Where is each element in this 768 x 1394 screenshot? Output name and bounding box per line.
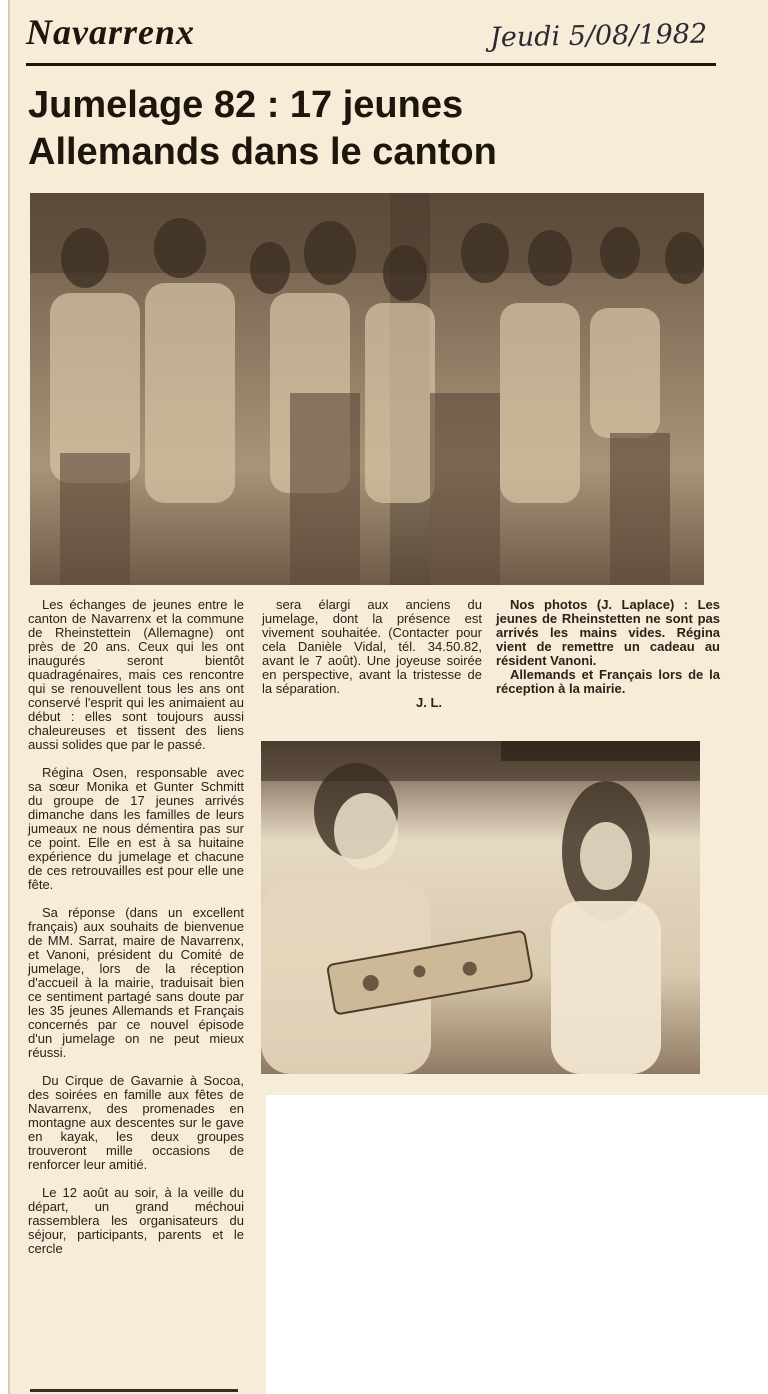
article-paragraph: Régina Osen, responsable avec sa sœur Monika et Gunter Schmitt du groupe de 17 jeunes arrivés dimanche dans les familles de leurs jumeaux ne nous démentira pas sur ce point. Elle en est à sa huitaine expérience du jumelage et chacune de ces retrouvailles est pour elle une fête. <box>28 765 244 892</box>
photo-caption <box>496 598 720 696</box>
article-paragraph: sera élargi aux anciens du jumelage, dont la présence est vivement souhaitée. (Contacter pour cela Danièle Vidal, tél. 34.50.82, avant le 7 août). Une joyeuse soirée en perspective, avant la tristesse de la séparation. <box>262 597 482 696</box>
masthead-rule <box>26 63 716 66</box>
headline-line-2: Allemands dans le canton <box>28 131 497 173</box>
bottom-rule <box>30 1389 238 1392</box>
article-paragraph: Sa réponse (dans un excellent français) aux souhaits de bienvenue de MM. Sarrat, maire de Navarrenx, et Vanoni, président du Comité de jumelage, lors de la réception d'accueil à la mairie, traduisait bien ce sentiment partagé sans doute par les 35 jeunes Allemands et Français concernés par ce nouvel épisode d'un jumelage on ne peut mieux réussi. <box>28 905 244 1060</box>
handwritten-date: Jeudi 5/08/1982 <box>489 18 708 54</box>
masthead: Navarrenx <box>26 12 195 52</box>
gift-reception-photo <box>261 741 700 1074</box>
page-margin-blank <box>266 1095 768 1394</box>
caption-paragraph: Nos photos (J. Laplace) : Les jeunes de Rheinstetten ne sont pas arrivés les mains vides. Régina vient de remettre un cadeau au résident Vanoni. <box>496 597 720 668</box>
author-signature: J. L. <box>415 695 442 710</box>
article-column-1 <box>28 598 244 1256</box>
caption-paragraph: Allemands et Français lors de la réception à la mairie. <box>496 667 720 696</box>
clipping-edge <box>8 0 10 1394</box>
gift-reception-photo-illustration <box>261 741 700 1074</box>
group-dance-photo-illustration <box>30 193 704 585</box>
headline <box>28 82 718 176</box>
article-column-2 <box>262 598 482 710</box>
headline-line-1: Jumelage 82 : 17 jeunes <box>28 84 464 126</box>
article-paragraph: Les échanges de jeunes entre le canton de Navarrenx et la commune de Rheinstettein (Allemagne) ont près de 20 ans. Ceux qui les ont inaugurés seront bientôt quadragénaires, mais ces rencontre qui se renouvellent tous les ans ont conservé l'esprit qui les animaient au début : elles sont toujours aussi chaleureuses et tissent des liens aussi solides que par le passé. <box>28 597 244 752</box>
article-paragraph: Le 12 août au soir, à la veille du départ, un grand méchoui rassemblera les organisateurs du séjour, participants, parents et le cercle <box>28 1185 244 1256</box>
article-paragraph: Du Cirque de Gavarnie à Socoa, des soirées en famille aux fêtes de Navarrenx, des promenades en montagne aux descentes sur le gave en kayak, les deux groupes trouveront mille occasions de renforcer leur amitié. <box>28 1073 244 1172</box>
group-dance-photo <box>30 193 704 585</box>
